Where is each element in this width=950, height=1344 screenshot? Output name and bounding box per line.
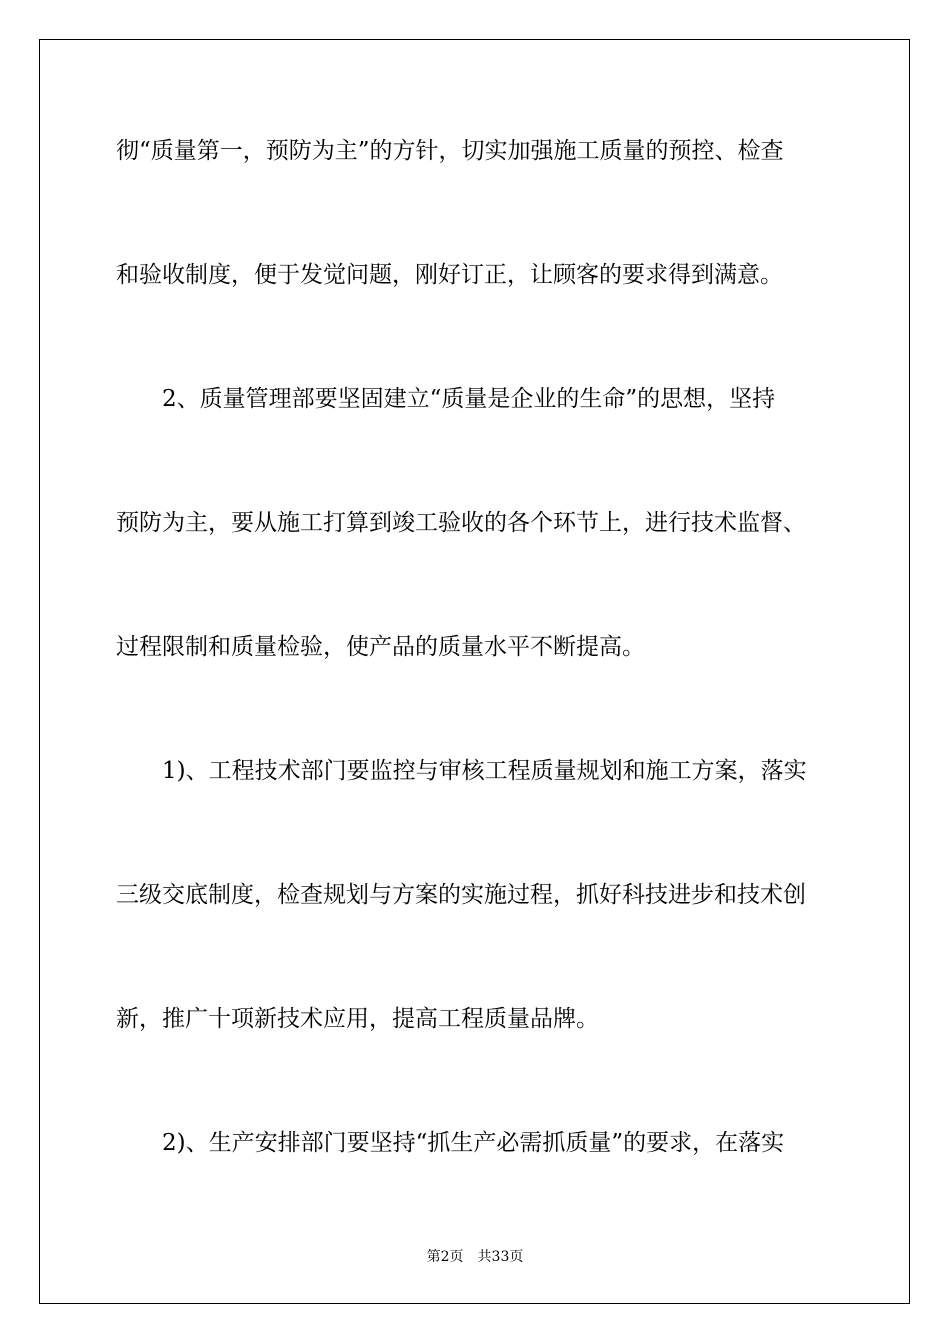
paragraph-start-line: 2)、生产安排部门要坚持“抓生产必需抓质量”的要求，在落实 — [162, 1130, 785, 1156]
page-footer — [0, 1248, 950, 1266]
paragraph-start-line: 2、质量管理部要坚固建立“质量是企业的生命”的思想，坚持 — [162, 386, 776, 412]
body-text-line: 预防为主，要从施工打算到竣工验收的各个环节上，进行技术监督、 — [116, 510, 806, 536]
paragraph-start-line: 1)、工程技术部门要监控与审核工程质量规划和施工方案，落实 — [162, 758, 807, 784]
body-text-line: 彻“质量第一，预防为主”的方针，切实加强施工质量的预控、检查 — [116, 138, 784, 164]
page-number: 第2页 — [426, 1249, 464, 1265]
body-text-line: 新，推广十项新技术应用，提高工程质量品牌。 — [116, 1006, 599, 1032]
page-total: 共33页 — [477, 1249, 524, 1265]
body-text-line: 过程限制和质量检验，使产品的质量水平不断提高。 — [116, 634, 645, 660]
body-text-line: 和验收制度，便于发觉问题，刚好订正，让顾客的要求得到满意。 — [116, 262, 783, 288]
body-text-line: 三级交底制度，检查规划与方案的实施过程，抓好科技进步和技术创 — [116, 882, 806, 908]
page-border — [39, 39, 910, 1304]
